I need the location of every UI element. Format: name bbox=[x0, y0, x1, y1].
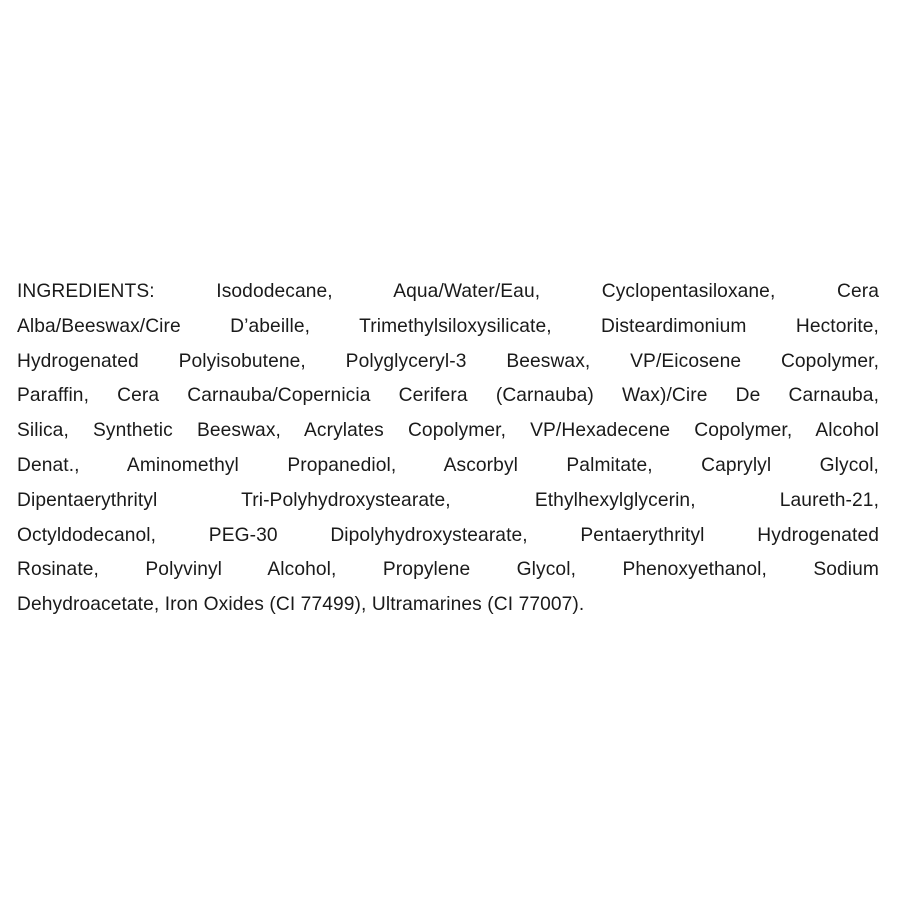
ingredients-paragraph bbox=[17, 275, 879, 623]
ingredients-line-3: Hydrogenated Polyisobutene, Polyglyceryl-3 Beeswax, VP/Eicosene Copolymer, bbox=[17, 350, 879, 372]
ingredients-line-5: Silica, Synthetic Beeswax, Acrylates Copolymer, VP/Hexadecene Copolymer, Alcohol bbox=[17, 420, 879, 442]
ingredients-line-4: Paraffin, Cera Carnauba/Copernicia Cerifera (Carnauba) Wax)/Cire De Carnauba, bbox=[17, 385, 879, 407]
ingredients-line-2: Alba/Beeswax/Cire D’abeille, Trimethylsiloxysilicate, Disteardimonium Hectorite, bbox=[17, 315, 879, 337]
ingredients-line-10: Dehydroacetate, Iron Oxides (CI 77499), Ultramarines (CI 77007). bbox=[17, 594, 585, 616]
ingredients-line-9: Rosinate, Polyvinyl Alcohol, Propylene Glycol, Phenoxyethanol, Sodium bbox=[17, 559, 879, 581]
ingredients-line-7: Dipentaerythrityl Tri-Polyhydroxystearate, Ethylhexylglycerin, Laureth-21, bbox=[17, 489, 879, 511]
ingredients-line-6: Denat., Aminomethyl Propanediol, Ascorbyl Palmitate, Caprylyl Glycol, bbox=[17, 454, 879, 476]
ingredients-line-1: INGREDIENTS: Isododecane, Aqua/Water/Eau, Cyclopentasiloxane, Cera bbox=[17, 281, 879, 302]
ingredients-line-8: Octyldodecanol, PEG-30 Dipolyhydroxystearate, Pentaerythrityl Hydrogenated bbox=[17, 524, 879, 546]
